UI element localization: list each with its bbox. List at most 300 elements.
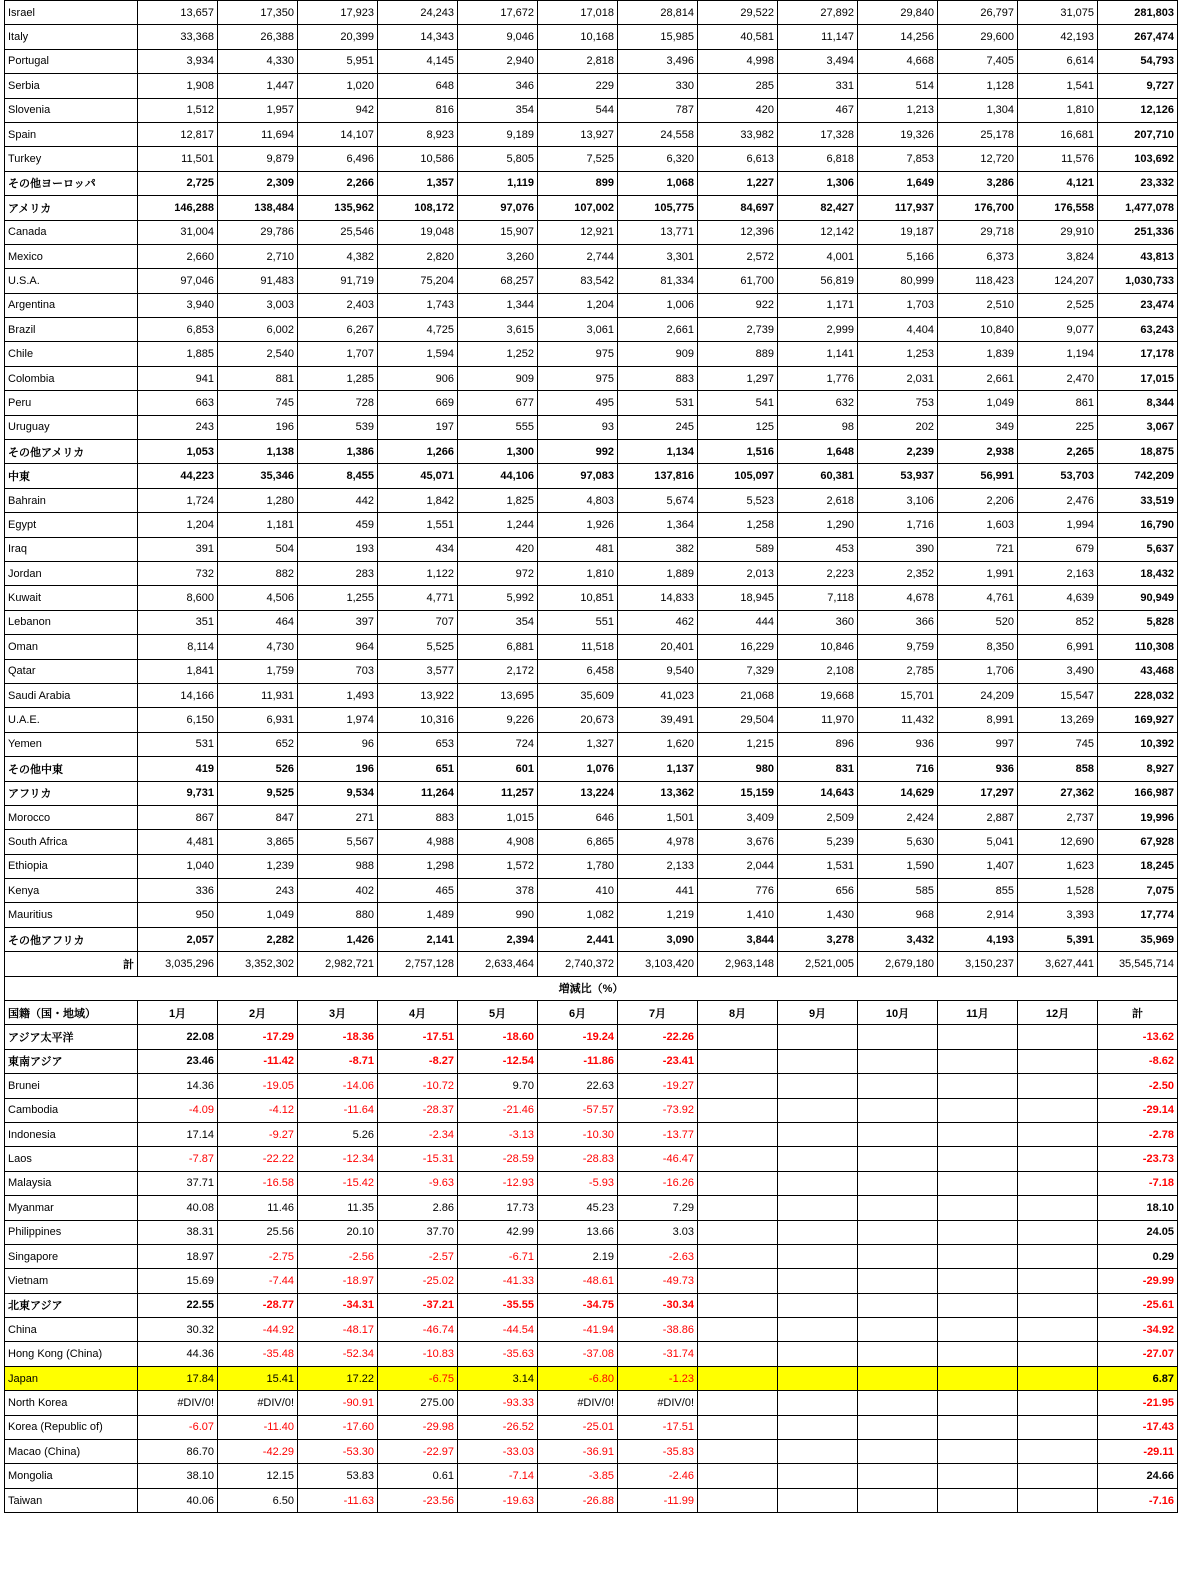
month-value-cell: 18.97 [138,1244,218,1268]
table-row [5,1244,1178,1268]
month-value-cell: 31,075 [1018,1,1098,25]
month-value-cell: 4,506 [218,586,298,610]
month-value-cell [858,1342,938,1366]
month-value-cell: 8,600 [138,586,218,610]
month-value-cell: 2,206 [938,488,1018,512]
row-total-cell: 23,474 [1098,293,1178,317]
month-value-cell: 7.29 [618,1196,698,1220]
month-value-cell [938,1488,1018,1512]
row-total-cell: 67,928 [1098,830,1178,854]
month-value-cell: 2,031 [858,366,938,390]
month-value-cell: 15,985 [618,25,698,49]
month-value-cell: -48.61 [538,1269,618,1293]
row-total-cell: 12,126 [1098,98,1178,122]
month-value-cell [698,1220,778,1244]
table-row [5,122,1178,146]
month-value-cell: -2.34 [378,1122,458,1146]
month-value-cell: -9.63 [378,1171,458,1195]
month-value-cell: 9,879 [218,147,298,171]
month-value-cell [778,1244,858,1268]
month-value-cell: -18.36 [298,1025,378,1049]
month-value-cell: 11,970 [778,708,858,732]
month-value-cell: 22.55 [138,1293,218,1317]
month-value-cell: -90.91 [298,1391,378,1415]
month-value-cell: 5,674 [618,488,698,512]
month-value-cell: -35.83 [618,1440,698,1464]
month-value-cell: #DIV/0! [218,1391,298,1415]
table-row [5,879,1178,903]
table-row [5,1147,1178,1171]
month-value-cell: 3.03 [618,1220,698,1244]
month-value-cell: 8,114 [138,635,218,659]
month-value-cell: 3,090 [618,927,698,951]
row-label: Brunei [5,1074,138,1098]
month-value-cell: 669 [378,391,458,415]
column-header: 8月 [698,1001,778,1025]
row-label: Morocco [5,805,138,829]
month-value-cell: 137,816 [618,464,698,488]
month-value-cell: 909 [458,366,538,390]
month-value-cell: 1,141 [778,342,858,366]
month-value-cell: 975 [538,342,618,366]
row-label: Oman [5,635,138,659]
month-value-cell: 10,316 [378,708,458,732]
table-row [5,1220,1178,1244]
row-label: South Africa [5,830,138,854]
month-value-cell: 6,853 [138,318,218,342]
month-value-cell: -29.98 [378,1415,458,1439]
month-value-cell: -35.55 [458,1293,538,1317]
month-value-cell: -12.93 [458,1171,538,1195]
month-value-cell: 2,785 [858,659,938,683]
column-header: 6月 [538,1001,618,1025]
month-value-cell: 1,531 [778,854,858,878]
month-value-cell: 3,934 [138,49,218,73]
month-value-cell: 980 [698,757,778,781]
month-value-cell: 8,455 [298,464,378,488]
month-value-cell: 3,286 [938,171,1018,195]
month-value-cell: 16,229 [698,635,778,659]
month-value-cell: 382 [618,537,698,561]
row-total-cell: 90,949 [1098,586,1178,610]
month-value-cell: 14,166 [138,683,218,707]
month-value-cell: 25.56 [218,1220,298,1244]
month-value-cell: 11.46 [218,1196,298,1220]
month-value-cell [858,1415,938,1439]
month-value-cell: 1,974 [298,708,378,732]
month-value-cell: -57.57 [538,1098,618,1122]
row-label: Bahrain [5,488,138,512]
month-value-cell: -15.31 [378,1147,458,1171]
month-value-cell: 1,049 [938,391,1018,415]
row-label: U.A.E. [5,708,138,732]
month-value-cell: 1,410 [698,903,778,927]
month-value-cell: 7,853 [858,147,938,171]
month-value-cell: 124,207 [1018,269,1098,293]
month-value-cell: 453 [778,537,858,561]
month-value-cell: 2,476 [1018,488,1098,512]
month-value-cell: 4,193 [938,927,1018,951]
month-value-cell: 14.36 [138,1074,218,1098]
month-value-cell: 909 [618,342,698,366]
month-value-cell [778,1318,858,1342]
month-value-cell: 716 [858,757,938,781]
row-label: Korea (Republic of) [5,1415,138,1439]
month-value-cell [698,1196,778,1220]
row-label: China [5,1318,138,1342]
month-value-cell: 663 [138,391,218,415]
month-value-cell: 1,648 [778,440,858,464]
month-value-cell: 105,097 [698,464,778,488]
table-row [5,293,1178,317]
month-value-cell: 176,700 [938,196,1018,220]
month-value-cell: -17.51 [378,1025,458,1049]
month-value-cell: 44.36 [138,1342,218,1366]
month-value-cell [938,1464,1018,1488]
month-value-cell: 2,940 [458,49,538,73]
table-row [5,49,1178,73]
month-value-cell: 2,394 [458,927,538,951]
month-value-cell: 6,150 [138,708,218,732]
month-value-cell: 4,481 [138,830,218,854]
month-value-cell: 1,994 [1018,513,1098,537]
month-total-cell: 3,035,296 [138,952,218,976]
row-total-cell: -29.11 [1098,1440,1178,1464]
row-total-cell: 24.66 [1098,1464,1178,1488]
month-value-cell: -28.59 [458,1147,538,1171]
row-total-cell: -2.78 [1098,1122,1178,1146]
table-row [5,488,1178,512]
month-value-cell: 1,227 [698,171,778,195]
month-value-cell: -7.87 [138,1147,218,1171]
month-value-cell: -44.92 [218,1318,298,1342]
month-value-cell: 6,267 [298,318,378,342]
month-value-cell: -10.83 [378,1342,458,1366]
month-value-cell: 378 [458,879,538,903]
month-value-cell: 39,491 [618,708,698,732]
month-value-cell: 5,391 [1018,927,1098,951]
month-value-cell: 1,215 [698,732,778,756]
month-value-cell [778,1269,858,1293]
column-header: 5月 [458,1001,538,1025]
month-value-cell: 4,771 [378,586,458,610]
month-value-cell: 441 [618,879,698,903]
month-value-cell: -52.34 [298,1342,378,1366]
month-value-cell: 331 [778,74,858,98]
column-header: 7月 [618,1001,698,1025]
month-value-cell: 118,423 [938,269,1018,293]
month-value-cell: 20.10 [298,1220,378,1244]
month-value-cell: 20,673 [538,708,618,732]
row-label: アジア太平洋 [5,1025,138,1049]
month-value-cell: -46.74 [378,1318,458,1342]
month-value-cell: -26.88 [538,1488,618,1512]
month-value-cell: 1,780 [538,854,618,878]
month-value-cell: -8.27 [378,1049,458,1073]
table-row [5,805,1178,829]
month-value-cell: 1,082 [538,903,618,927]
column-header: 計 [1098,1001,1178,1025]
month-value-cell: -7.14 [458,1464,538,1488]
month-value-cell: 19,668 [778,683,858,707]
month-value-cell: 26,388 [218,25,298,49]
month-value-cell [778,1122,858,1146]
month-value-cell: 1,255 [298,586,378,610]
month-value-cell: 703 [298,659,378,683]
month-value-cell: 1,280 [218,488,298,512]
grand-total-section [5,952,1178,976]
month-value-cell [858,1122,938,1146]
month-value-cell [698,1122,778,1146]
month-value-cell: 2,540 [218,342,298,366]
table-row [5,781,1178,805]
month-value-cell: 4,978 [618,830,698,854]
row-label: Laos [5,1147,138,1171]
table-row [5,415,1178,439]
table-row [5,1,1178,25]
row-total-cell: -27.07 [1098,1342,1178,1366]
statistics-table [4,0,1178,1513]
month-value-cell: 14,256 [858,25,938,49]
month-value-cell: 3,494 [778,49,858,73]
month-value-cell: 1,015 [458,805,538,829]
month-value-cell: -3.85 [538,1464,618,1488]
row-total-cell: 169,927 [1098,708,1178,732]
month-value-cell: 15,701 [858,683,938,707]
month-value-cell: 1,594 [378,342,458,366]
month-value-cell: 1,364 [618,513,698,537]
month-value-cell: 14,629 [858,781,938,805]
month-value-cell: 2,013 [698,561,778,585]
month-value-cell: 4,988 [378,830,458,854]
month-value-cell [698,1244,778,1268]
month-value-cell: 504 [218,537,298,561]
month-value-cell: 1,204 [538,293,618,317]
table-row [5,659,1178,683]
month-value-cell [858,1244,938,1268]
month-value-cell: 29,786 [218,220,298,244]
month-value-cell: -11.86 [538,1049,618,1073]
month-value-cell: 2,818 [538,49,618,73]
month-value-cell: 19,048 [378,220,458,244]
section-title: 増減比（%） [5,976,1178,1000]
month-value-cell: 360 [778,610,858,634]
month-value-cell: 229 [538,74,618,98]
month-value-cell: 9,540 [618,659,698,683]
month-value-cell: 855 [938,879,1018,903]
month-value-cell: 656 [778,879,858,903]
month-value-cell: 225 [1018,415,1098,439]
month-value-cell: 883 [618,366,698,390]
month-value-cell: 25,546 [298,220,378,244]
table-row [5,537,1178,561]
month-value-cell: -6.75 [378,1366,458,1390]
column-header: 9月 [778,1001,858,1025]
month-value-cell: 1,213 [858,98,938,122]
month-value-cell: 941 [138,366,218,390]
month-value-cell [858,1147,938,1171]
month-value-cell: 40.06 [138,1488,218,1512]
month-value-cell: -28.77 [218,1293,298,1317]
month-value-cell: 1,128 [938,74,1018,98]
table-row [5,903,1178,927]
month-value-cell: 53,703 [1018,464,1098,488]
table-row [5,830,1178,854]
month-value-cell: 728 [298,391,378,415]
month-value-cell: 1,716 [858,513,938,537]
row-total-cell: 228,032 [1098,683,1178,707]
month-value-cell: 4,121 [1018,171,1098,195]
month-value-cell: 146,288 [138,196,218,220]
month-value-cell: 990 [458,903,538,927]
row-total-cell: 103,692 [1098,147,1178,171]
month-value-cell: 936 [858,732,938,756]
month-value-cell: -2.56 [298,1244,378,1268]
total-label: 計 [5,952,138,976]
month-value-cell: 15,159 [698,781,778,805]
month-value-cell: 2,441 [538,927,618,951]
month-value-cell: 14,643 [778,781,858,805]
month-value-cell: 1,623 [1018,854,1098,878]
month-value-cell: 6,881 [458,635,538,659]
row-label: Argentina [5,293,138,317]
month-value-cell: 3,409 [698,805,778,829]
month-value-cell [1018,1391,1098,1415]
month-value-cell: 336 [138,879,218,903]
month-value-cell: 17.14 [138,1122,218,1146]
month-value-cell [1018,1171,1098,1195]
month-value-cell: 2,424 [858,805,938,829]
month-value-cell: 551 [538,610,618,634]
row-total-cell: 17,015 [1098,366,1178,390]
month-value-cell: 2,239 [858,440,938,464]
row-label: Egypt [5,513,138,537]
column-header: 12月 [1018,1001,1098,1025]
month-value-cell [938,1440,1018,1464]
month-value-cell: 2,618 [778,488,858,512]
table-row [5,25,1178,49]
month-value-cell: -2.46 [618,1464,698,1488]
month-value-cell: 2,710 [218,244,298,268]
month-value-cell: -6.71 [458,1244,538,1268]
row-label: North Korea [5,1391,138,1415]
month-value-cell: 1,620 [618,732,698,756]
column-header: 1月 [138,1001,218,1025]
month-value-cell: 11,518 [538,635,618,659]
month-value-cell: 776 [698,879,778,903]
table-row [5,342,1178,366]
month-value-cell: 1,724 [138,488,218,512]
month-value-cell: 2,352 [858,561,938,585]
month-value-cell: 646 [538,805,618,829]
month-value-cell: 1,926 [538,513,618,537]
table-row [5,244,1178,268]
row-total-cell: -21.95 [1098,1391,1178,1415]
row-total-cell: 17,774 [1098,903,1178,927]
month-value-cell: 9,226 [458,708,538,732]
month-value-cell: 22.63 [538,1074,618,1098]
month-value-cell: -10.30 [538,1122,618,1146]
month-value-cell [938,1196,1018,1220]
month-value-cell [858,1220,938,1244]
month-value-cell: 5,523 [698,488,778,512]
month-value-cell: 1,068 [618,171,698,195]
row-label: Mauritius [5,903,138,927]
row-total-cell: 7,075 [1098,879,1178,903]
month-value-cell: 4,998 [698,49,778,73]
month-value-cell: 2,661 [618,318,698,342]
month-value-cell: 8,923 [378,122,458,146]
table-row [5,1391,1178,1415]
month-value-cell [1018,1098,1098,1122]
month-value-cell: 17,018 [538,1,618,25]
row-label: Qatar [5,659,138,683]
month-value-cell: 391 [138,537,218,561]
month-value-cell: 3,278 [778,927,858,951]
table-row [5,683,1178,707]
row-total-cell: -7.16 [1098,1488,1178,1512]
table-row [5,1049,1178,1073]
month-value-cell: 1,194 [1018,342,1098,366]
row-total-cell: -7.18 [1098,1171,1178,1195]
growth-ratio-section [5,1025,1178,1513]
row-total-cell: 19,996 [1098,805,1178,829]
month-value-cell: 84,697 [698,196,778,220]
month-value-cell: 17.22 [298,1366,378,1390]
month-value-cell: 467 [778,98,858,122]
month-value-cell: 1,430 [778,903,858,927]
month-value-cell: 5.26 [298,1122,378,1146]
month-value-cell: -48.17 [298,1318,378,1342]
month-value-cell: 6,373 [938,244,1018,268]
month-value-cell: 419 [138,757,218,781]
month-value-cell [698,1269,778,1293]
month-value-cell: 2,509 [778,805,858,829]
month-value-cell: 5,992 [458,586,538,610]
month-value-cell: 1,842 [378,488,458,512]
month-value-cell: 107,002 [538,196,618,220]
month-value-cell: 14,107 [298,122,378,146]
table-row [5,464,1178,488]
month-value-cell: -15.42 [298,1171,378,1195]
month-value-cell: 4,639 [1018,586,1098,610]
month-value-cell: 7,525 [538,147,618,171]
row-total-cell: 10,392 [1098,732,1178,756]
month-value-cell [1018,1318,1098,1342]
ratio-title-section [5,976,1178,1025]
month-value-cell: 19,187 [858,220,938,244]
month-value-cell: 285 [698,74,778,98]
month-value-cell: 6,865 [538,830,618,854]
row-label: Yemen [5,732,138,756]
month-value-cell: 1,137 [618,757,698,781]
month-value-cell: 41,023 [618,683,698,707]
month-value-cell: 7,329 [698,659,778,683]
month-value-cell: 402 [298,879,378,903]
month-value-cell [778,1440,858,1464]
month-value-cell: 6,613 [698,147,778,171]
month-value-cell: 861 [1018,391,1098,415]
month-value-cell [858,1293,938,1317]
table-row [5,318,1178,342]
month-value-cell: 196 [298,757,378,781]
month-value-cell: -42.29 [218,1440,298,1464]
month-value-cell: 1,298 [378,854,458,878]
month-value-cell: 2,470 [1018,366,1098,390]
month-value-cell: 5,567 [298,830,378,854]
month-value-cell: 1,300 [458,440,538,464]
month-value-cell: 5,525 [378,635,458,659]
